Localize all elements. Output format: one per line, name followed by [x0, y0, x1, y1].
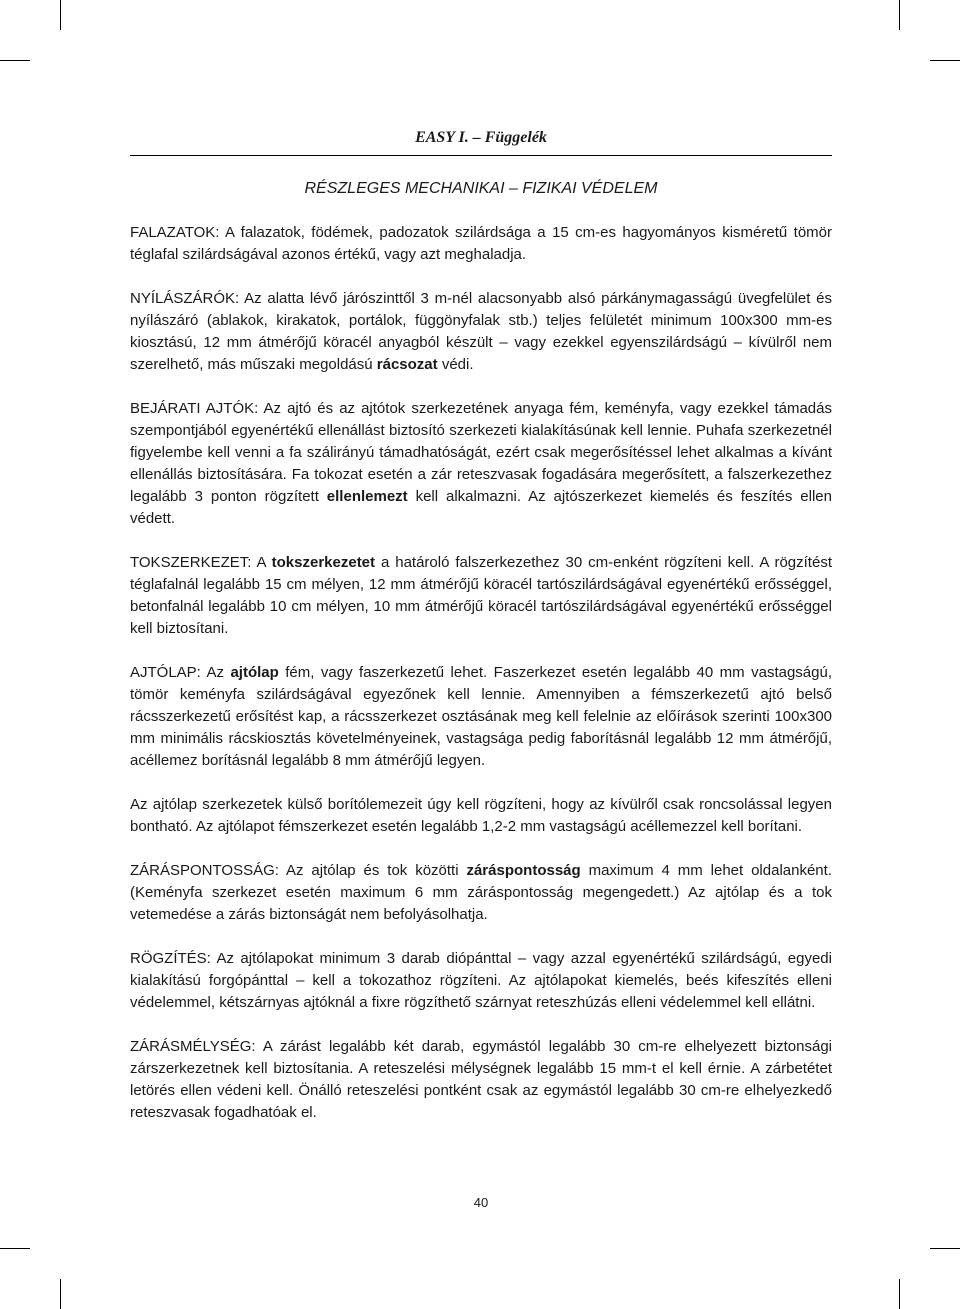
crop-mark: [0, 60, 30, 61]
crop-mark: [60, 1279, 61, 1309]
crop-mark: [899, 0, 900, 30]
paragraph-tokszerkezet: TOKSZERKEZET: A tokszerkezetet a határoló falszerkezethez 30 cm-enként rögzíteni kell. A rögzítést téglafalnál legalább 15 cm mélyen, 12 mm átmérőjű köracél tartószilárdságával egyenértékű erősséggel, betonfalnál legalább 10 cm mélyen, 10 mm átmérőjű köracél tartószilárdságával egyenértékű erősséggel kell biztosítani.: [130, 554, 832, 637]
section-title: RÉSZLEGES MECHANIKAI – FIZIKAI VÉDELEM: [304, 180, 658, 197]
paragraph-nyilaszarok: NYÍLÁSZÁRÓK: Az alatta lévő járószinttől 3 m-nél alacsonyabb alsó párkánymagasságú üvegfelület és nyílászáró (ablakok, kirakatok, portálok, függönyfalak stb.) teljes felületét minimum 100x300 mm-es kiosztású, 12 mm átmérőjű köracél anyagból készült – vagy ezekkel egyenszilárdságú – kívülről nem szerelhető, más műszaki megoldású rácsozat védi.: [130, 290, 832, 373]
paragraph-ajtolap: AJTÓLAP: Az ajtólap fém, vagy faszerkezetű lehet. Faszerkezet esetén legalább 40 mm vastagságú, tömör keményfa szilárdságával egyezőnek kell lennie. Amennyiben a fémszerkezetű ajtó belső rácsszerkezetű erősítést kap, a rácsszerkezet osztásának meg kell felelnie az előírások szerinti 100x300 mm minimális rácskiosztás követelményeinek, vastagsága pedig faborításnál legalább 12 mm átmérőjű, acéllemez borításnál legalább 8 mm átmérőjű legyen.: [130, 664, 832, 769]
crop-mark: [930, 1248, 960, 1249]
header-rule: [130, 155, 832, 156]
crop-mark: [899, 1279, 900, 1309]
body-text: [130, 222, 832, 1146]
running-header: EASY I. – Függelék: [415, 129, 547, 146]
paragraph-bejarati-ajtok: BEJÁRATI AJTÓK: Az ajtó és az ajtótok szerkezetének anyaga fém, keményfa, vagy ezekkel támadás szempontjából egyenértékű ellenállást biztosító szerkezeti kialakításúnak kell lennie. Puhafa szerkezetnél figyelembe kell venni a fa szálirányú támadhatóságát, ezért csak megerősítéssel lehet alkalmas a kívánt ellenállás biztosítására. Fa tokozat esetén a zár reteszvasak fogadására megerősített, a falszerkezethez legalább 3 ponton rögzített ellenlemezt kell alkalmazni. Az ajtószerkezet kiemelés és feszítés ellen védett.: [130, 400, 832, 527]
crop-mark: [0, 1248, 30, 1249]
paragraph-falazatok: FALAZATOK: A falazatok, födémek, padozatok szilárdsága a 15 cm-es hagyományos kisméretű tömör téglafal szilárdságával azonos értékű, vagy azt meghaladja.: [130, 224, 832, 263]
crop-mark: [930, 60, 960, 61]
page-number: 40: [473, 1195, 489, 1210]
paragraph-borito-lemez: Az ajtólap szerkezetek külső borítólemezeit úgy kell rögzíteni, hogy az kívülről csak roncsolással legyen bontható. Az ajtólapot fémszerkezet esetén legalább 1,2-2 mm vastagságú acéllemezzel kell borítani.: [130, 796, 832, 835]
crop-mark: [60, 0, 61, 30]
paragraph-zarasmelyseg: ZÁRÁSMÉLYSÉG: A zárást legalább két darab, egymástól legalább 30 cm-re elhelyezett biztonsági zárszerkezetnek kell biztosítania. A reteszelési mélységnek legalább 15 mm-t el kell érnie. A zárbetétet letörés ellen védeni kell. Önálló reteszelési pontként csak az egymástól legalább 30 cm-re elhelyezkedő reteszvasak fogadhatóak el.: [130, 1038, 832, 1121]
paragraph-zaraspontossag: ZÁRÁSPONTOSSÁG: Az ajtólap és tok közötti záráspontosság maximum 4 mm lehet oldalanként. (Keményfa szerkezet esetén maximum 6 mm záráspontosság megengedett.) Az ajtólap és a tok vetemedése a zárás biztonságát nem befolyásolhatja.: [130, 862, 832, 923]
paragraph-rogzites: RÖGZÍTÉS: Az ajtólapokat minimum 3 darab diópánttal – vagy azzal egyenértékű szilárdságú, egyedi kialakítású forgópánttal – kell a tokozathoz rögzíteni. Az ajtólapokat kiemelés, beés kifeszítés elleni védelemmel, kétszárnyas ajtóknál a fixre rögzíthető szárnyat reteszhúzás elleni védelemmel kell ellátni.: [130, 950, 832, 1011]
